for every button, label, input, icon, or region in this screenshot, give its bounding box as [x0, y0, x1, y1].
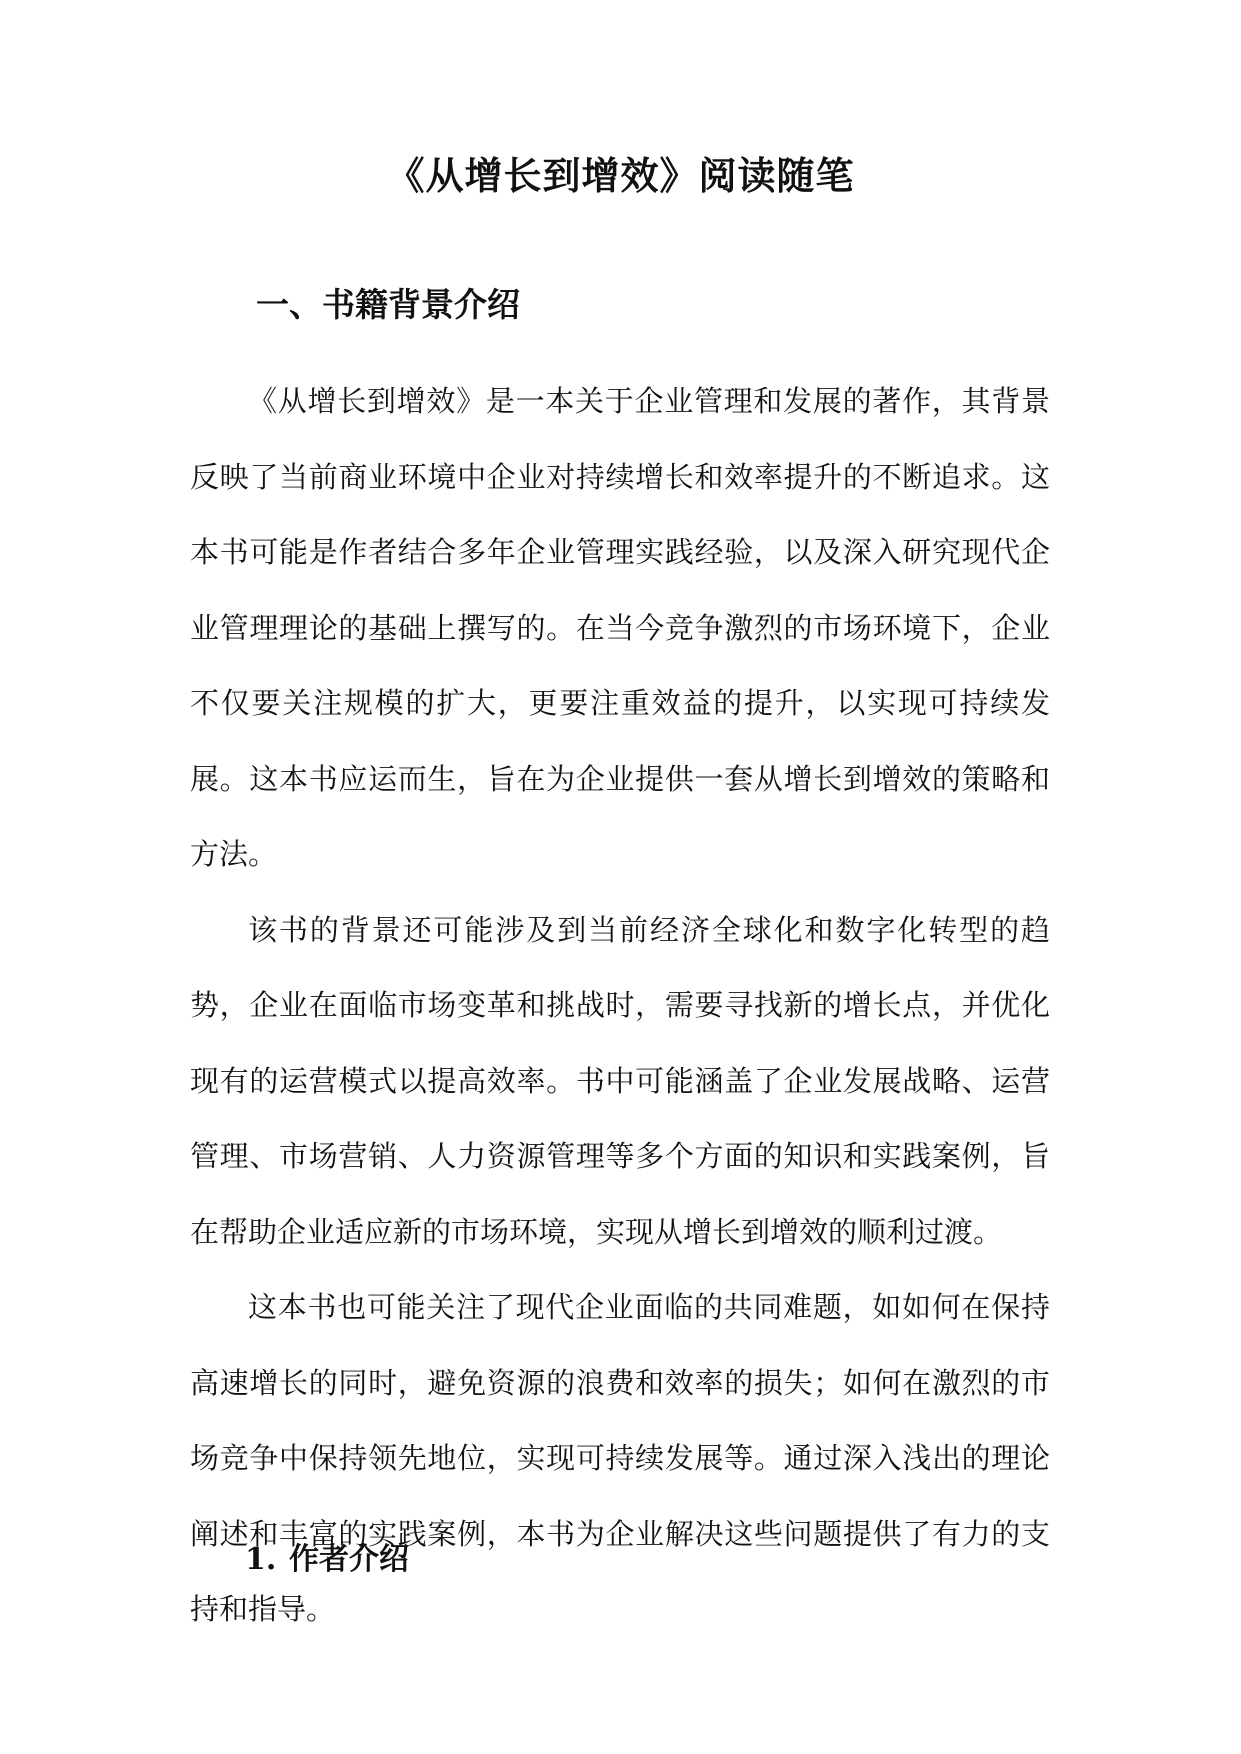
paragraph: 该书的背景还可能涉及到当前经济全球化和数字化转型的趋势，企业在面临市场变革和挑战时，需要寻找新的增长点，并优化现有的运营模式以提高效率。书中可能涵盖了企业发展战略、运营管理、市场营销、人力资源管理等多个方面的知识和实践案例，旨在帮助企业适应新的市场环境，实现从增长到增效的顺利过渡。 [190, 912, 1050, 1249]
subsection-heading [245, 1538, 409, 1582]
page-title: 《从增长到增效》阅读随笔 [386, 153, 855, 198]
paragraph: 这本书也可能关注了现代企业面临的共同难题，如如何在保持高速增长的同时，避免资源的浪费和效率的损失；如何在激烈的市场竞争中保持领先地位，实现可持续发展等。通过深入浅出的理论阐述和丰富的实践案例，本书为企业解决这些问题提供了有力的支持和指导。 [190, 1290, 1050, 1626]
section-heading: 一、书籍背景介绍 [256, 285, 520, 324]
section-body [190, 364, 1050, 1648]
subsection-title: 作者介绍 [289, 1542, 409, 1577]
paragraph: 《从增长到增效》是一本关于企业管理和发展的著作，其背景反映了当前商业环境中企业对持续增长和效率提升的不断追求。这本书可能是作者结合多年企业管理实践经验，以及深入研究现代企业管理理论的基础上撰写的。在当今竞争激烈的市场环境下，企业不仅要关注规模的扩大，更要注重效益的提升，以实现可持续发展。这本书应运而生，旨在为企业提供一套从增长到增效的策略和方法。 [190, 384, 1050, 871]
subsection-number: 1. [245, 1542, 277, 1577]
